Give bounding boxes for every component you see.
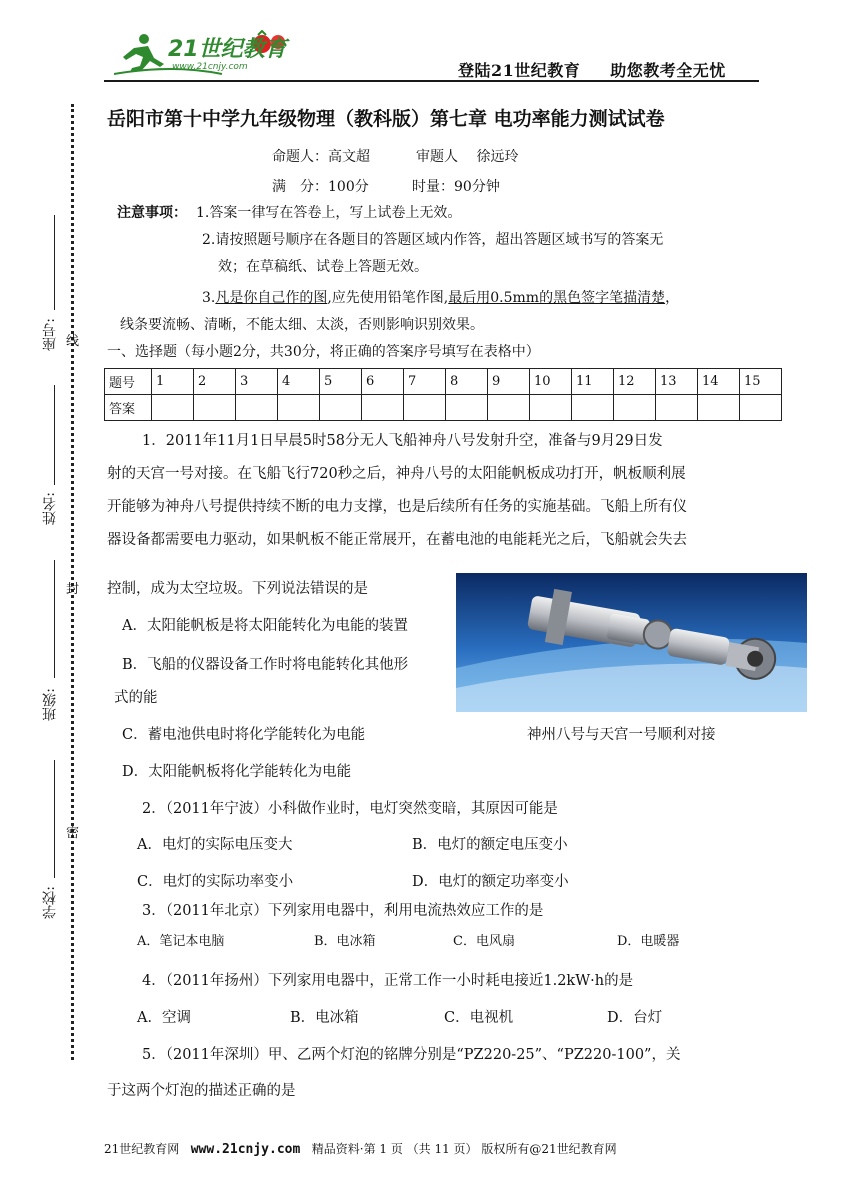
setter: 命题人：高文超 — [272, 149, 370, 165]
answer-cell[interactable] — [740, 395, 782, 421]
answer-cell[interactable] — [362, 395, 404, 421]
name-label: 姓名: — [42, 492, 58, 525]
question-number-cell: 1 — [152, 369, 194, 395]
table-row-answers — [105, 395, 782, 421]
mark-line: 线 — [66, 334, 80, 349]
notice-3-underline-a: 凡是你自己作的图 — [215, 290, 328, 306]
page-title: 岳阳市第十中学九年级物理（教科版）第七章 电功率能力测试试卷 — [107, 108, 665, 130]
school-blank — [54, 760, 55, 878]
header-divider — [104, 80, 759, 82]
q4-option-c: C．电视机 — [444, 1010, 514, 1026]
q1-line-4: 器设备都需要电力驱动，如果帆板不能正常展开，在蓄电池的电能耗光之后，飞船就会失去 — [107, 532, 687, 548]
answer-table — [104, 368, 782, 421]
answer-cell[interactable] — [572, 395, 614, 421]
row-label-number: 题号 — [105, 369, 152, 395]
mark-seal: 封 — [66, 582, 80, 597]
question-number-cell: 7 — [404, 369, 446, 395]
answer-cell[interactable] — [446, 395, 488, 421]
notice-item-2a: 2.请按照题号顺序在各题目的答题区域内作答，超出答题区域书写的答案无 — [202, 232, 664, 248]
question-number-cell: 4 — [278, 369, 320, 395]
name-blank — [54, 385, 55, 485]
time-limit: 时量：90分钟 — [412, 179, 500, 195]
notice-item-2b: 效；在草稿纸、试卷上答题无效。 — [218, 259, 428, 275]
notice-item-3-cont: 线条要流畅、清晰，不能太细、太淡，否则影响识别效果。 — [120, 317, 484, 333]
question-number-cell: 14 — [698, 369, 740, 395]
page-footer — [104, 1140, 617, 1157]
q1-option-a: A．太阳能帆板是将太阳能转化为电能的装置 — [122, 618, 408, 634]
q2-stem: 2．（2011年宁波）小科做作业时，电灯突然变暗，其原因可能是 — [142, 801, 558, 817]
answer-cell[interactable] — [404, 395, 446, 421]
notice-3-num: 3. — [202, 290, 216, 306]
footer-site: 21世纪教育网 — [104, 1142, 180, 1156]
logo-url: www.21cnjy.com — [172, 62, 248, 72]
footer-page-info: 精品资料·第 1 页 （共 11 页） 版权所有@21世纪教育网 — [311, 1142, 617, 1156]
image-caption: 神州八号与天宫一号顺利对接 — [527, 727, 716, 743]
answer-cell[interactable] — [152, 395, 194, 421]
question-number-cell: 11 — [572, 369, 614, 395]
q2-option-b: B．电灯的额定电压变小 — [412, 837, 568, 853]
q1-line-5: 控制，成为太空垃圾。下列说法错误的是 — [107, 581, 368, 597]
notice-3-underline-b: 最后用0.5mm的黑色签字笔描清楚 — [448, 290, 666, 306]
q3-option-c: C．电风扇 — [453, 934, 515, 949]
question-number-cell: 6 — [362, 369, 404, 395]
table-row-numbers — [105, 369, 782, 395]
q3-option-d: D．电暖器 — [617, 934, 680, 949]
class-label: 班级: — [42, 688, 58, 721]
row-label-answer: 答案 — [105, 395, 152, 421]
answer-cell[interactable] — [278, 395, 320, 421]
notice-3-comma: ， — [665, 290, 680, 306]
q1-line-2: 射的天宫一号对接。在飞船飞行720秒之后，神舟八号的太阳能帆板成功打开，帆板顺利展 — [107, 466, 686, 482]
question-number-cell: 9 — [488, 369, 530, 395]
question-number-cell: 10 — [530, 369, 572, 395]
answer-cell[interactable] — [698, 395, 740, 421]
q4-option-a: A．空调 — [137, 1010, 191, 1026]
question-number-cell: 8 — [446, 369, 488, 395]
q3-option-a: A．笔记本电脑 — [137, 934, 225, 949]
slogan-left: 登陆21世纪教育 — [458, 61, 581, 80]
notice-3-mid: ,应先使用铅笔作图, — [327, 290, 449, 306]
answer-cell[interactable] — [488, 395, 530, 421]
q1-option-b: B．飞船的仪器设备工作时将电能转化其他形 — [122, 657, 409, 673]
answer-cell[interactable] — [530, 395, 572, 421]
q3-stem: 3．（2011年北京）下列家用电器中，利用电流热效应工作的是 — [142, 903, 544, 919]
answer-cell[interactable] — [236, 395, 278, 421]
reviewer: 审题人 徐远玲 — [416, 149, 519, 165]
q1-option-d: D．太阳能帆板将化学能转化为电能 — [122, 764, 352, 780]
q1-option-c: C．蓄电池供电时将化学能转化为电能 — [122, 727, 366, 743]
seat-label: 座号: — [42, 318, 58, 351]
slogan-right: 助您教考全无忧 — [610, 61, 726, 80]
seat-blank — [54, 215, 55, 310]
footer-url: www.21cnjy.com — [190, 1142, 301, 1157]
notice-label: 注意事项： — [117, 205, 187, 221]
q1-line-3: 开能够为神舟八号提供持续不断的电力支撑，也是后续所有任务的实施基础。飞船上所有仪 — [107, 499, 687, 515]
q4-option-b: B．电冰箱 — [290, 1010, 359, 1026]
q4-stem: 4．（2011年扬州）下列家用电器中，正常工作一小时耗电接近1.2kW·h的是 — [142, 973, 634, 989]
question-number-cell: 2 — [194, 369, 236, 395]
logo-text: 21世纪教育 — [168, 37, 287, 62]
mark-secret: 密 — [66, 826, 80, 841]
answer-cell[interactable] — [656, 395, 698, 421]
question-number-cell: 3 — [236, 369, 278, 395]
spacecraft-image — [456, 573, 807, 712]
answer-cell[interactable] — [320, 395, 362, 421]
question-number-cell: 5 — [320, 369, 362, 395]
school-label: 学校: — [42, 886, 58, 919]
answer-cell[interactable] — [194, 395, 236, 421]
q3-option-b: B．电冰箱 — [314, 934, 376, 949]
q4-option-d: D．台灯 — [607, 1010, 663, 1026]
q2-option-d: D．电灯的额定功率变小 — [412, 874, 569, 890]
full-score: 满 分：100分 — [272, 179, 369, 195]
q5-line-2: 于这两个灯泡的描述正确的是 — [107, 1083, 296, 1099]
q2-option-c: C．电灯的实际功率变小 — [137, 874, 294, 890]
q1-option-b-cont: 式的能 — [114, 690, 158, 706]
question-number-cell: 12 — [614, 369, 656, 395]
q5-line-1: 5．（2011年深圳）甲、乙两个灯泡的铭牌分别是“PZ220-25”、“PZ220-100”，关 — [142, 1047, 681, 1063]
header-slogan — [458, 58, 726, 81]
notice-item-1: 1.答案一律写在答卷上，写上试卷上无效。 — [196, 205, 462, 221]
q2-option-a: A．电灯的实际电压变大 — [137, 837, 293, 853]
answer-cell[interactable] — [614, 395, 656, 421]
question-number-cell: 15 — [740, 369, 782, 395]
q1-line-1: 1．2011年11月1日早晨5时58分无人飞船神舟八号发射升空，准备与9月29日发 — [142, 433, 663, 449]
question-number-cell: 13 — [656, 369, 698, 395]
section-heading: 一、选择题（每小题2分，共30分，将正确的答案序号填写在表格中） — [107, 344, 540, 360]
notice-item-3 — [202, 285, 679, 312]
class-blank — [54, 560, 55, 678]
